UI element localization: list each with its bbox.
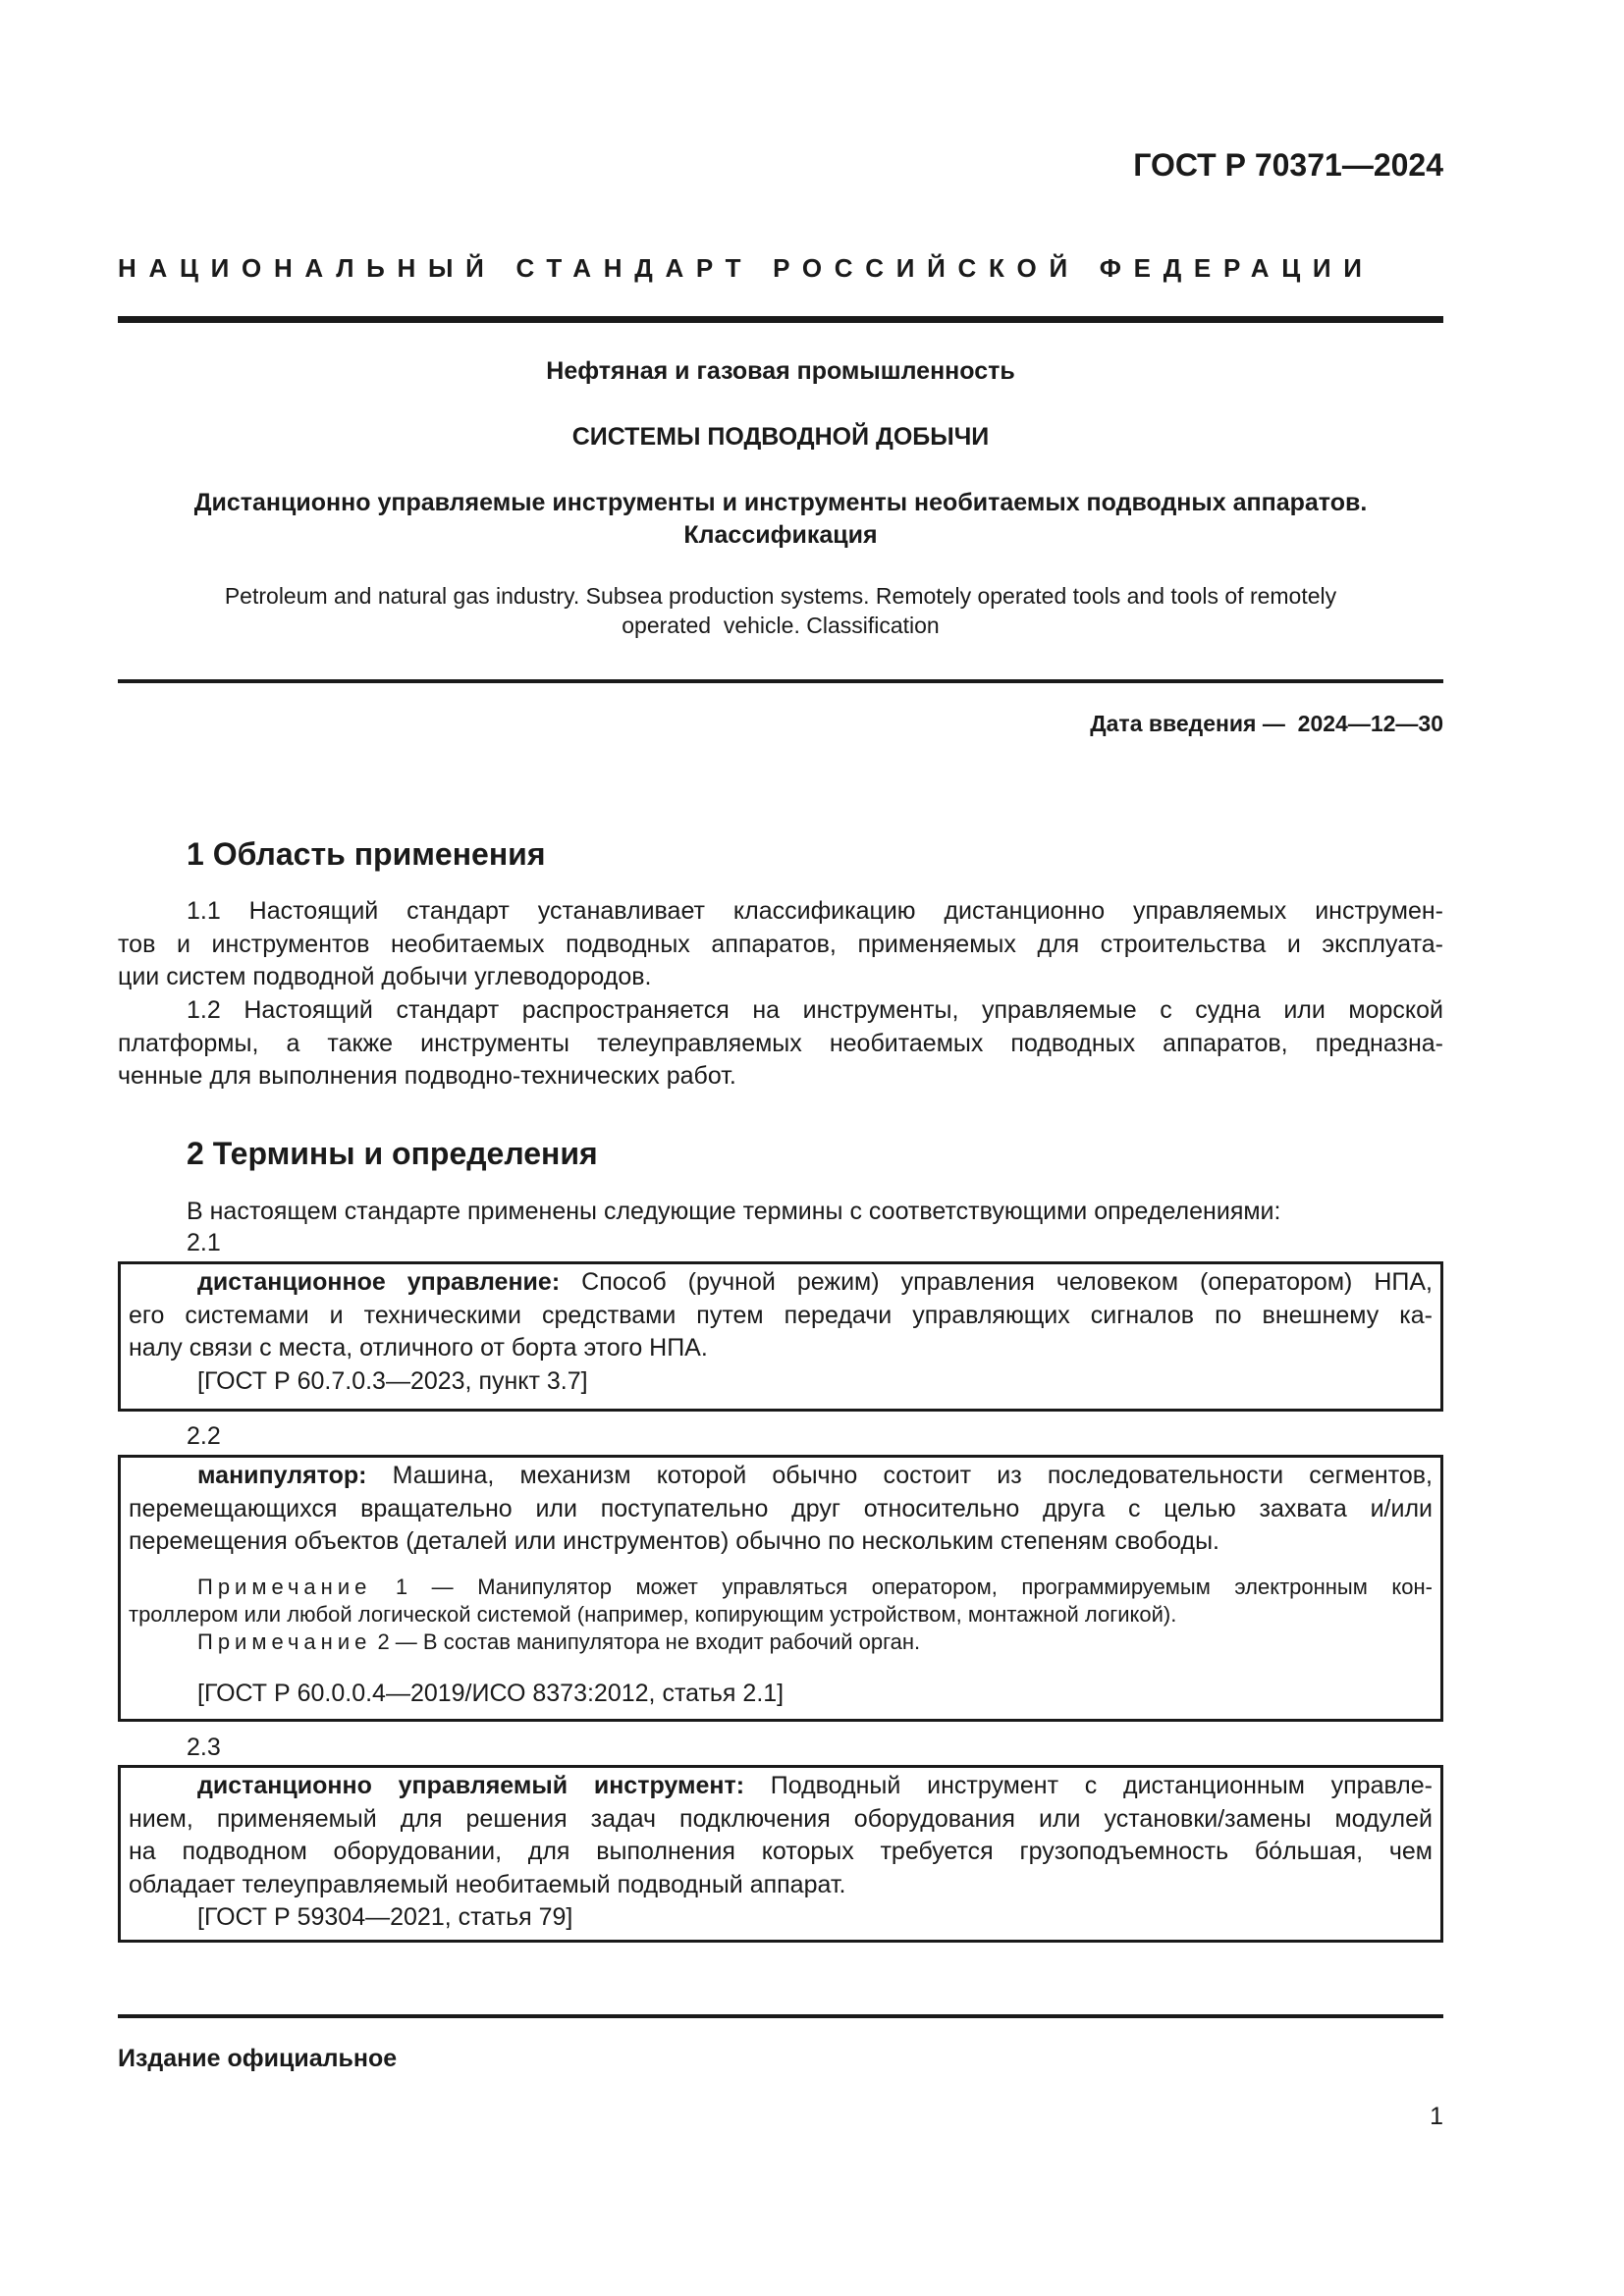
definition-line: перемещающихся вращательно или поступательно друг относительно друга с целью захвата и/или bbox=[129, 1494, 1433, 1522]
definition-text: Способ (ручной режим) управления человеком (оператором) НПА, bbox=[560, 1268, 1433, 1296]
definition-line bbox=[129, 1460, 1433, 1493]
header-divider bbox=[118, 316, 1443, 323]
term-definition bbox=[129, 1770, 1433, 1935]
official-edition: Издание официальное bbox=[118, 2045, 398, 2072]
paragraph-line: тов и инструментов необитаемых подводных аппаратов, применяемых для строительства и эксплуата- bbox=[118, 930, 1443, 958]
note-line: троллером или любой логической системой (например, копирующим устройством, монтажной логикой). bbox=[129, 1602, 1177, 1627]
term-box bbox=[118, 1261, 1443, 1412]
paragraph-line: 1.1 Настоящий стандарт устанавливает классификацию дистанционно управляемых инструмен- bbox=[187, 897, 1443, 925]
term-name: манипулятор: bbox=[197, 1462, 367, 1489]
definition-line bbox=[129, 1770, 1433, 1803]
systems-title: СИСТЕМЫ ПОДВОДНОЙ ДОБЫЧИ bbox=[571, 423, 990, 451]
term-source: [ГОСТ Р 60.0.0.4—2019/ИСО 8373:2012, статья 2.1] bbox=[197, 1680, 785, 1707]
term-number: 2.1 bbox=[187, 1229, 221, 1256]
intro-date bbox=[884, 711, 1443, 737]
note-line bbox=[129, 1574, 1433, 1601]
gost-number: ГОСТ Р 70371—2024 bbox=[1133, 147, 1443, 183]
definition-text: Машина, механизм которой обычно состоит из последовательности сегментов, bbox=[366, 1462, 1433, 1489]
note-label: Примечание bbox=[197, 1575, 372, 1599]
term-name: дистанционное управление: bbox=[197, 1268, 561, 1296]
section2-heading: 2 Термины и определения bbox=[187, 1136, 598, 1171]
term-source: [ГОСТ Р 59304—2021, статья 79] bbox=[197, 1903, 573, 1931]
term-number: 2.3 bbox=[187, 1734, 221, 1761]
title-ru-line: Дистанционно управляемые инструменты и инструменты необитаемых подводных аппаратов. bbox=[193, 489, 1368, 516]
intro-date-value: 2024—12—30 bbox=[1297, 711, 1443, 736]
paragraph-line: платформы, а также инструменты телеуправляемых необитаемых подводных аппаратов, предназна- bbox=[118, 1029, 1443, 1057]
section1-heading: 1 Область применения bbox=[187, 836, 546, 872]
term-definition bbox=[129, 1460, 1433, 1559]
term-number: 2.2 bbox=[187, 1422, 221, 1450]
definition-line: перемещения объектов (деталей или инструментов) обычно по нескольким степеням свободы. bbox=[129, 1527, 1219, 1555]
definition-line: нием, применяемый для решения задач подключения оборудования или установки/замены модулей bbox=[129, 1804, 1433, 1833]
term-definition bbox=[129, 1266, 1433, 1398]
definition-line: на подводном оборудовании, для выполнения которых требуется грузоподъемность бо́льшая, чем bbox=[129, 1838, 1433, 1865]
section2-intro bbox=[118, 1196, 1443, 1229]
title-en-line: Petroleum and natural gas industry. Subsea production systems. Remotely operated tools and tools of remotely bbox=[224, 583, 1337, 609]
title-divider bbox=[118, 679, 1443, 683]
term-box bbox=[118, 1455, 1443, 1722]
document-title-en bbox=[118, 581, 1443, 640]
definition-line: налу связи с места, отличного от борта этого НПА. bbox=[129, 1334, 708, 1362]
national-standard-title: НАЦИОНАЛЬНЫЙ СТАНДАРТ РОССИЙСКОЙ ФЕДЕРАЦИИ bbox=[118, 253, 1375, 283]
title-ru-line: Классификация bbox=[683, 521, 878, 549]
definition-line bbox=[129, 1266, 1433, 1300]
definition-line: обладает телеуправляемый необитаемый подводный аппарат. bbox=[129, 1870, 846, 1898]
note-text: 2 — В состав манипулятора не входит рабочий орган. bbox=[371, 1629, 921, 1654]
definition-line: его системами и техническими средствами путем передачи управляющих сигналов по внешнему ка- bbox=[129, 1301, 1433, 1329]
paragraph-line: 1.2 Настоящий стандарт распространяется на инструменты, управляемые с судна или морской bbox=[187, 996, 1443, 1024]
paragraph-line: ченные для выполнения подводно-технических работ. bbox=[118, 1062, 736, 1090]
title-en-line: operated vehicle. Classification bbox=[622, 613, 940, 638]
page-number: 1 bbox=[1430, 2103, 1443, 2130]
definition-text: Подводный инструмент с дистанционным управле- bbox=[744, 1772, 1433, 1799]
note-line bbox=[129, 1629, 1433, 1656]
term-box bbox=[118, 1765, 1443, 1943]
term-name: дистанционно управляемый инструмент: bbox=[197, 1772, 745, 1799]
term-source-block bbox=[129, 1678, 1433, 1711]
intro-date-label: Дата введения — bbox=[1090, 711, 1285, 736]
paragraph-line: В настоящем стандарте применены следующие термины с соответствующими определениями: bbox=[187, 1198, 1281, 1225]
document-title-ru bbox=[118, 487, 1443, 552]
paragraph-1-1 bbox=[118, 895, 1443, 994]
term-notes bbox=[129, 1574, 1433, 1656]
note-label: Примечание bbox=[197, 1629, 372, 1654]
paragraph-1-2 bbox=[118, 994, 1443, 1094]
industry-title: Нефтяная и газовая промышленность bbox=[546, 357, 1015, 385]
note-text: 1 — Манипулятор может управляться оператором, программируемым электронным кон- bbox=[371, 1575, 1433, 1599]
paragraph-line: ции систем подводной добычи углеводородов. bbox=[118, 963, 652, 990]
term-source: [ГОСТ Р 60.7.0.3—2023, пункт 3.7] bbox=[197, 1366, 588, 1395]
footer-divider bbox=[118, 2014, 1443, 2018]
